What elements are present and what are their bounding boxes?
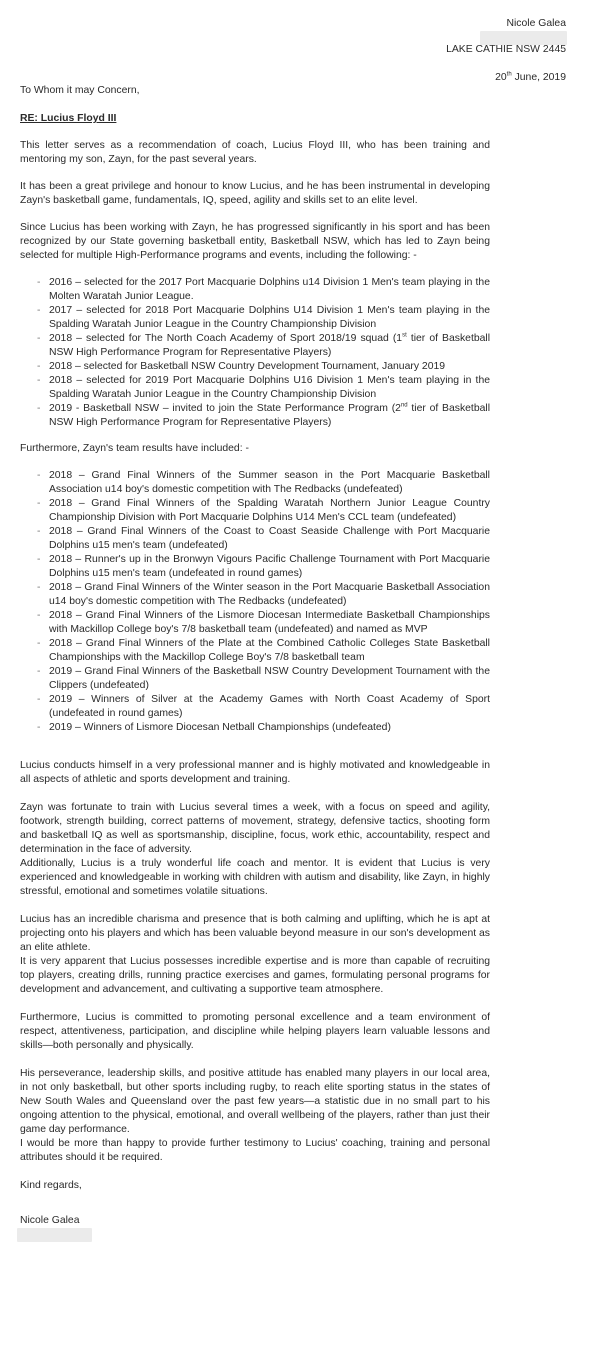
result-item: [0, 469, 490, 497]
selection-text: 2018 – selected for 2019 Port Macquarie Dolphins U16 Division 1 Men's team playing in the Spalding Waratah Junior League in the Country Championship Division: [49, 375, 490, 400]
selection-item: [0, 304, 490, 332]
dash-bullet: -: [37, 638, 41, 649]
paragraph-expertise: It is very apparent that Lucius possesses incredible expertise and is more than capable of recruiting top players, creating drills, running practice exercises and games, formulating personal programs for development and advancement, and cultivating a supportive team atmosphere.: [20, 956, 490, 995]
dash-bullet: -: [37, 722, 41, 733]
selection-text: 2018 – selected for Basketball NSW Country Development Tournament, January 2019: [49, 361, 446, 372]
ordinal-suffix: nd: [400, 402, 408, 409]
dash-bullet: -: [37, 361, 41, 372]
selection-text: 2019 - Basketball NSW – invited to join the State Performance Program (2: [49, 403, 401, 414]
result-text: 2018 – Grand Final Winners of the Plate at the Combined Catholic Colleges State Basketball Championships with the Mackillop College Boy's 7/8 basketball team: [49, 638, 490, 663]
sender-name: Nicole Galea: [506, 18, 566, 29]
paragraph-excellence: Furthermore, Lucius is committed to promoting personal excellence and a team environment of respect, attentiveness, participation, and discipline while helping players learn valuable lessons and skills—both personally and physically.: [20, 1012, 490, 1051]
result-text: 2019 – Grand Final Winners of the Basketball NSW Country Development Tournament with the Clippers (undefeated): [49, 666, 490, 691]
dash-bullet: -: [37, 333, 41, 344]
paragraph-testimony: I would be more than happy to provide further testimony to Lucius' coaching, training and personal attributes should it be required.: [20, 1138, 490, 1163]
selection-text: 2018 – selected for The North Coach Academy of Sport 2018/19 squad (1: [49, 333, 403, 344]
result-text: 2018 – Grand Final Winners of the Winter season in the Port Macquarie Basketball Association u14 boy's domestic competition with The Redbacks (undefeated): [49, 582, 490, 607]
paragraph-charisma: Lucius has an incredible charisma and presence that is both calming and uplifting, which he is apt at projecting onto his players and which has been valuable beyond measure in our son's development as an elite athlete.: [20, 914, 490, 953]
result-text: 2018 – Grand Final Winners of the Spalding Waratah Northern Junior League Country Championship Division with Port Macquarie Dolphins U14 Men's CCL team (undefeated): [49, 498, 490, 523]
dash-bullet: -: [37, 694, 41, 705]
dash-bullet: -: [37, 666, 41, 677]
selection-item: [0, 276, 490, 304]
paragraph-perseverance: His perseverance, leadership skills, and positive attitude has enabled many players in our local area, in not only basketball, but other sports including rugby, to reach elite sporting status in the states of New South Wales and Queensland over the past few years—a statistic due in no small part to his ongoing attention to the physical, emotional, and overall wellbeing of the players, rather than just their game day performance.: [20, 1068, 490, 1135]
result-item: [0, 553, 490, 581]
selection-item: [0, 332, 490, 360]
selection-text: 2016 – selected for the 2017 Port Macquarie Dolphins u14 Division 1 Men's team playing in the Molten Waratah Junior League.: [49, 277, 490, 302]
dash-bullet: -: [37, 498, 41, 509]
results-intro: Furthermore, Zayn's team results have included: -: [20, 443, 249, 454]
selections-list: [0, 276, 490, 430]
result-text: 2019 – Winners of Silver at the Academy Games with North Coast Academy of Sport (undefeated in round games): [49, 694, 490, 719]
dash-bullet: -: [37, 554, 41, 565]
date-day: 20: [495, 72, 507, 83]
dash-bullet: -: [37, 470, 41, 481]
letter-date: [495, 71, 566, 85]
dash-bullet: -: [37, 305, 41, 316]
date-suffix: th: [506, 71, 512, 78]
result-item: [0, 693, 490, 721]
signature-name: Nicole Galea: [20, 1215, 80, 1226]
paragraph-intro-2: It has been a great privilege and honour to know Lucius, and he has been instrumental in developing Zayn's basketball game, fundamentals, IQ, speed, agility and skills set to an elite level.: [20, 181, 490, 206]
dash-bullet: -: [37, 375, 41, 386]
selection-text-cont: tier of Basketball NSW High Performance Program for Representative Players): [49, 403, 490, 428]
result-item: [0, 525, 490, 553]
selection-item: [0, 402, 490, 430]
result-text: 2018 – Grand Final Winners of the Summer season in the Port Macquarie Basketball Association u14 boy's domestic competition with The Redbacks (undefeated): [49, 470, 490, 495]
sender-city-line: LAKE CATHIE NSW 2445: [446, 44, 566, 55]
dash-bullet: -: [37, 582, 41, 593]
selection-item: [0, 360, 490, 374]
dash-bullet: -: [37, 403, 41, 414]
salutation: To Whom it may Concern,: [20, 85, 140, 96]
result-item: [0, 665, 490, 693]
selection-item: [0, 374, 490, 402]
ordinal-suffix: st: [402, 332, 407, 339]
selection-text: 2017 – selected for 2018 Port Macquarie Dolphins U14 Division 1 Men's team playing in the Spalding Waratah Junior League in the Country Championship Division: [49, 305, 490, 330]
paragraph-intro-1: This letter serves as a recommendation of coach, Lucius Floyd III, who has been training and mentoring my son, Zayn, for the past several years.: [20, 140, 490, 165]
dash-bullet: -: [37, 526, 41, 537]
result-text: 2018 – Runner's up in the Bronwyn Vigours Pacific Challenge Tournament with Port Macquarie Dolphins u15 men's team (undefeated in round games): [49, 554, 490, 579]
dash-bullet: -: [37, 277, 41, 288]
closing: Kind regards,: [20, 1180, 82, 1191]
result-text: 2018 – Grand Final Winners of the Lismore Diocesan Intermediate Basketball Championships with Mackillop College boy's 7/8 basketball team (undefeated) and named as MVP: [49, 610, 490, 635]
subject-line: RE: Lucius Floyd III: [20, 113, 117, 124]
result-item: [0, 581, 490, 609]
paragraph-life-coach: Additionally, Lucius is a truly wonderful life coach and mentor. It is evident that Lucius is very experienced and knowledgeable in working with children with autism and disability, like Zayn, in highly stressful, emotional and sometimes volatile situations.: [20, 858, 490, 897]
paragraph-professionalism: Lucius conducts himself in a very professional manner and is highly motivated and knowledgeable in all aspects of athletic and sports development and training.: [20, 760, 490, 785]
selection-text-cont: tier of Basketball NSW High Performance Program for Representative Players): [49, 333, 491, 358]
paragraph-intro-3: Since Lucius has been working with Zayn, he has progressed significantly in his sport and has been recognized by our State governing basketball entity, Basketball NSW, which has led to Zayn being selected for multiple High-Performance programs and events, including the following: -: [20, 222, 490, 261]
dash-bullet: -: [37, 610, 41, 621]
result-item: [0, 721, 490, 735]
redacted-signature: [17, 1228, 92, 1242]
results-list: [0, 469, 490, 735]
result-item: [0, 497, 490, 525]
result-text: 2018 – Grand Final Winners of the Coast to Coast Seaside Challenge with Port Macquarie Dolphins u15 men's team (undefeated): [49, 526, 490, 551]
paragraph-training: Zayn was fortunate to train with Lucius several times a week, with a focus on speed and agility, footwork, strength building, correct patterns of movement, strategy, defensive tactics, shooting form and basketball IQ as well as sportsmanship, discipline, focus, work ethic, accountability, respect and determination in the face of adversity.: [20, 802, 490, 855]
result-text: 2019 – Winners of Lismore Diocesan Netball Championships (undefeated): [49, 722, 391, 733]
result-item: [0, 609, 490, 637]
result-item: [0, 637, 490, 665]
date-rest: June, 2019: [511, 72, 566, 83]
